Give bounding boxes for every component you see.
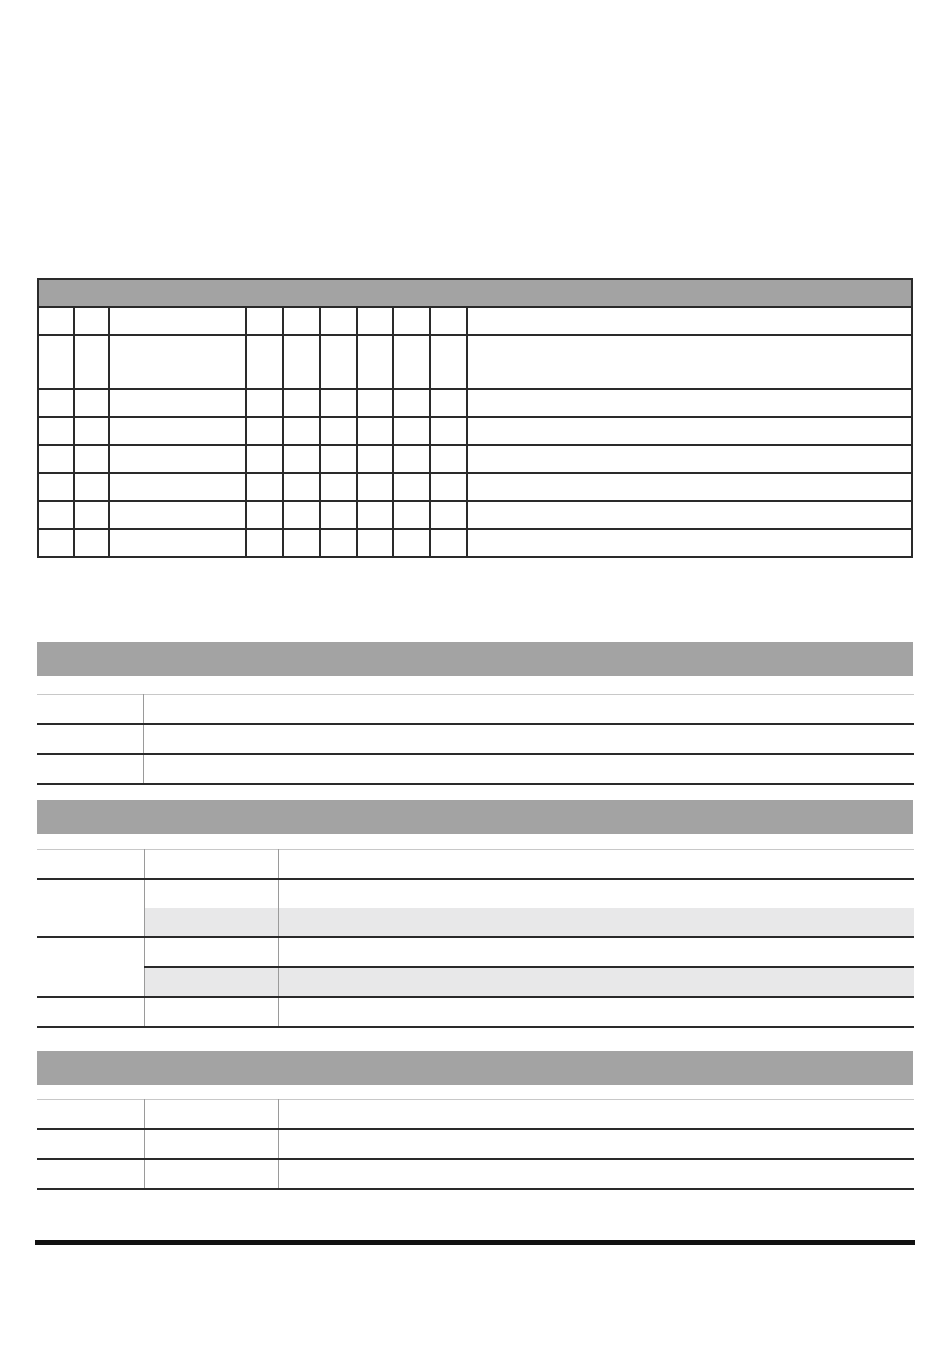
table-cell: [283, 501, 320, 529]
table-row: [38, 501, 912, 529]
row-value: [278, 879, 914, 908]
table-row: [38, 445, 912, 473]
table-cell: [38, 445, 74, 473]
row-value: [143, 695, 914, 725]
table-cell: [467, 417, 912, 445]
table-cell: [246, 501, 283, 529]
table-cell: [467, 501, 912, 529]
section-2-table: [37, 849, 914, 1028]
table-cell: [467, 473, 912, 501]
table-cell: [109, 335, 246, 389]
group-label: [37, 879, 144, 937]
table-cell: [38, 417, 74, 445]
table-cell: [283, 473, 320, 501]
table-cell: [109, 529, 246, 557]
table-row: [37, 967, 914, 997]
table-cell: [283, 335, 320, 389]
table-row: [37, 850, 914, 880]
row-value: [278, 937, 914, 967]
row-value: [278, 850, 914, 880]
table-cell: [467, 307, 912, 335]
table-row: [38, 307, 912, 335]
table-row: [37, 1100, 914, 1130]
row-sublabel: [144, 1100, 278, 1130]
row-value: [143, 724, 914, 754]
table-cell: [430, 473, 467, 501]
table-cell: [38, 529, 74, 557]
table-cell: [74, 307, 109, 335]
row-sublabel: [144, 997, 278, 1027]
row-sublabel: [144, 908, 278, 937]
table-cell: [430, 529, 467, 557]
table-cell: [467, 389, 912, 417]
row-value: [278, 997, 914, 1027]
row-sublabel: [144, 1159, 278, 1189]
row-label: [37, 724, 143, 754]
table-cell: [246, 529, 283, 557]
table-cell: [38, 473, 74, 501]
row-label: [37, 754, 143, 784]
table-cell: [320, 501, 357, 529]
table-cell: [109, 445, 246, 473]
section-1-header-bar: [37, 642, 913, 676]
table-cell: [320, 389, 357, 417]
group-label: [37, 850, 144, 880]
table-cell: [320, 417, 357, 445]
table-cell: [430, 307, 467, 335]
table-cell: [74, 445, 109, 473]
table-cell: [38, 501, 74, 529]
row-value: [278, 967, 914, 997]
table-cell: [246, 445, 283, 473]
table-cell: [393, 335, 430, 389]
table-cell: [246, 335, 283, 389]
table-cell: [357, 501, 393, 529]
table-cell: [74, 335, 109, 389]
row-label: [37, 1129, 144, 1159]
row-sublabel: [144, 1129, 278, 1159]
table-cell: [283, 445, 320, 473]
section-3-table: [37, 1099, 914, 1190]
table-cell: [283, 307, 320, 335]
table-row: [37, 879, 914, 908]
table-cell: [430, 445, 467, 473]
grid-table-title: [38, 279, 912, 307]
table-cell: [393, 445, 430, 473]
row-label: [37, 1100, 144, 1130]
table-cell: [430, 501, 467, 529]
table-cell: [74, 529, 109, 557]
table-cell: [320, 307, 357, 335]
table-cell: [393, 473, 430, 501]
table-cell: [109, 307, 246, 335]
footer-divider: [35, 1240, 915, 1245]
table-row: [37, 695, 914, 725]
table-cell: [357, 417, 393, 445]
section-1-table: [37, 694, 914, 785]
row-value: [278, 1159, 914, 1189]
table-cell: [393, 307, 430, 335]
table-cell: [74, 473, 109, 501]
table-cell: [38, 389, 74, 417]
table-cell: [74, 501, 109, 529]
table-cell: [357, 529, 393, 557]
row-sublabel: [144, 937, 278, 967]
section-2-header-bar: [37, 800, 913, 834]
table-cell: [467, 445, 912, 473]
table-row: [38, 473, 912, 501]
section-3-header-bar: [37, 1051, 913, 1085]
table-cell: [393, 501, 430, 529]
table-cell: [320, 473, 357, 501]
table-row: [37, 937, 914, 967]
table-row: [38, 529, 912, 557]
table-cell: [393, 389, 430, 417]
table-row: [38, 389, 912, 417]
table-cell: [430, 417, 467, 445]
table-cell: [357, 389, 393, 417]
table-cell: [357, 473, 393, 501]
row-sublabel: [144, 967, 278, 997]
table-cell: [467, 335, 912, 389]
table-cell: [74, 417, 109, 445]
table-row: [37, 724, 914, 754]
table-cell: [246, 473, 283, 501]
group-label: [37, 997, 144, 1027]
table-row: [37, 997, 914, 1027]
table-cell: [246, 307, 283, 335]
grid-table: [37, 278, 913, 558]
table-cell: [357, 307, 393, 335]
table-cell: [109, 389, 246, 417]
table-row: [37, 754, 914, 784]
table-cell: [320, 335, 357, 389]
row-label: [37, 1159, 144, 1189]
table-cell: [320, 529, 357, 557]
table-row: [38, 417, 912, 445]
table-cell: [320, 445, 357, 473]
row-sublabel: [144, 850, 278, 880]
row-value: [278, 1129, 914, 1159]
table-cell: [246, 389, 283, 417]
table-cell: [430, 389, 467, 417]
table-cell: [109, 501, 246, 529]
table-cell: [109, 417, 246, 445]
table-cell: [393, 417, 430, 445]
table-cell: [283, 389, 320, 417]
table-cell: [283, 417, 320, 445]
row-value: [278, 908, 914, 937]
table-row: [37, 908, 914, 937]
table-row: [37, 1129, 914, 1159]
table-cell: [38, 335, 74, 389]
table-cell: [74, 389, 109, 417]
table-cell: [109, 473, 246, 501]
row-value: [143, 754, 914, 784]
table-row: [38, 335, 912, 389]
table-cell: [430, 335, 467, 389]
table-cell: [467, 529, 912, 557]
table-cell: [246, 417, 283, 445]
table-cell: [283, 529, 320, 557]
table-cell: [393, 529, 430, 557]
row-label: [37, 695, 143, 725]
table-cell: [357, 335, 393, 389]
table-cell: [38, 307, 74, 335]
row-sublabel: [144, 879, 278, 908]
table-cell: [357, 445, 393, 473]
table-row: [37, 1159, 914, 1189]
grid-table-header: [38, 279, 912, 307]
group-label: [37, 937, 144, 997]
row-value: [278, 1100, 914, 1130]
